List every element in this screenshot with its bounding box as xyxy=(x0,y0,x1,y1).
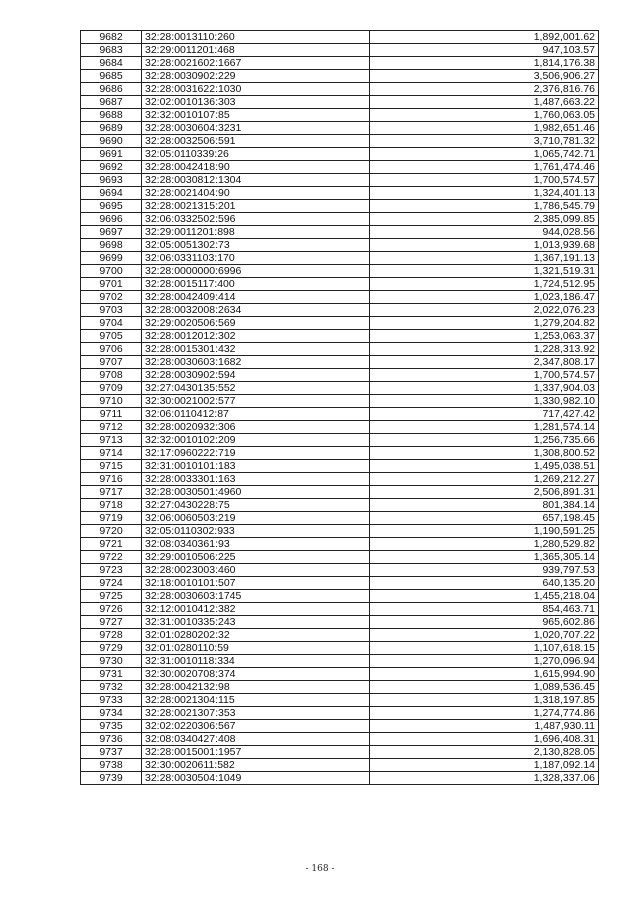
amount-cell: 1,724,512.95 xyxy=(370,278,599,291)
table-row xyxy=(81,746,599,759)
table-row xyxy=(81,382,599,395)
row-number-cell: 9717 xyxy=(81,486,142,499)
amount-cell: 1,107,618.15 xyxy=(370,642,599,655)
cadastral-number-cell: 32:01:0280202:32 xyxy=(142,629,370,642)
cadastral-number-cell: 32:08:0340361:93 xyxy=(142,538,370,551)
table-row xyxy=(81,720,599,733)
cadastral-number-cell: 32:30:0021002:577 xyxy=(142,395,370,408)
cadastral-number-cell: 32:32:0010102:209 xyxy=(142,434,370,447)
amount-cell: 1,013,939.68 xyxy=(370,239,599,252)
row-number-cell: 9711 xyxy=(81,408,142,421)
page-number: - 168 - xyxy=(305,864,335,874)
table-row xyxy=(81,83,599,96)
cadastral-number-cell: 32:28:0015001:1957 xyxy=(142,746,370,759)
table-row xyxy=(81,447,599,460)
amount-cell: 2,506,891.31 xyxy=(370,486,599,499)
table-row xyxy=(81,772,599,785)
table-row xyxy=(81,187,599,200)
row-number-cell: 9737 xyxy=(81,746,142,759)
row-number-cell: 9685 xyxy=(81,70,142,83)
row-number-cell: 9739 xyxy=(81,772,142,785)
table-row xyxy=(81,148,599,161)
cadastral-number-cell: 32:08:0340427:408 xyxy=(142,733,370,746)
cadastral-value-table xyxy=(80,30,599,785)
cadastral-number-cell: 32:28:0015301:432 xyxy=(142,343,370,356)
row-number-cell: 9697 xyxy=(81,226,142,239)
table-row xyxy=(81,642,599,655)
cadastral-number-cell: 32:28:0031622:1030 xyxy=(142,83,370,96)
cadastral-number-cell: 32:27:0430228:75 xyxy=(142,499,370,512)
amount-cell: 1,615,994.90 xyxy=(370,668,599,681)
amount-cell: 1,786,545.79 xyxy=(370,200,599,213)
cadastral-number-cell: 32:05:0110339:26 xyxy=(142,148,370,161)
table-row xyxy=(81,226,599,239)
cadastral-number-cell: 32:12:0010412:382 xyxy=(142,603,370,616)
table-row xyxy=(81,109,599,122)
table-row xyxy=(81,681,599,694)
amount-cell: 1,065,742.71 xyxy=(370,148,599,161)
amount-cell: 801,384.14 xyxy=(370,499,599,512)
cadastral-number-cell: 32:28:0021307:353 xyxy=(142,707,370,720)
cadastral-number-cell: 32:05:0110302:933 xyxy=(142,525,370,538)
amount-cell: 717,427.42 xyxy=(370,408,599,421)
cadastral-number-cell: 32:28:0042418:90 xyxy=(142,161,370,174)
amount-cell: 1,328,337.06 xyxy=(370,772,599,785)
cadastral-number-cell: 32:01:0280110:59 xyxy=(142,642,370,655)
cadastral-number-cell: 32:05:0051302:73 xyxy=(142,239,370,252)
row-number-cell: 9692 xyxy=(81,161,142,174)
table-row xyxy=(81,265,599,278)
row-number-cell: 9684 xyxy=(81,57,142,70)
table-row xyxy=(81,135,599,148)
table-row xyxy=(81,304,599,317)
amount-cell: 1,330,982.10 xyxy=(370,395,599,408)
row-number-cell: 9723 xyxy=(81,564,142,577)
table-row xyxy=(81,291,599,304)
row-number-cell: 9704 xyxy=(81,317,142,330)
table-row xyxy=(81,44,599,57)
row-number-cell: 9735 xyxy=(81,720,142,733)
cadastral-number-cell: 32:06:0331103:170 xyxy=(142,252,370,265)
cadastral-number-cell: 32:28:0030812:1304 xyxy=(142,174,370,187)
row-number-cell: 9709 xyxy=(81,382,142,395)
table-row xyxy=(81,538,599,551)
cadastral-number-cell: 32:28:0042132:98 xyxy=(142,681,370,694)
amount-cell: 1,269,212.27 xyxy=(370,473,599,486)
table-row xyxy=(81,408,599,421)
row-number-cell: 9736 xyxy=(81,733,142,746)
amount-cell: 947,103.57 xyxy=(370,44,599,57)
table-row xyxy=(81,603,599,616)
cadastral-number-cell: 32:06:0110412:87 xyxy=(142,408,370,421)
row-number-cell: 9726 xyxy=(81,603,142,616)
table-row xyxy=(81,551,599,564)
table-row xyxy=(81,122,599,135)
row-number-cell: 9698 xyxy=(81,239,142,252)
table-row xyxy=(81,343,599,356)
cadastral-number-cell: 32:28:0033301:163 xyxy=(142,473,370,486)
table-row xyxy=(81,317,599,330)
table-row xyxy=(81,694,599,707)
cadastral-number-cell: 32:28:0030603:1682 xyxy=(142,356,370,369)
table-row xyxy=(81,525,599,538)
table-row xyxy=(81,421,599,434)
cadastral-number-cell: 32:28:0030504:1049 xyxy=(142,772,370,785)
cadastral-number-cell: 32:29:0010506:225 xyxy=(142,551,370,564)
amount-cell: 1,274,774.86 xyxy=(370,707,599,720)
row-number-cell: 9707 xyxy=(81,356,142,369)
amount-cell: 1,023,186.47 xyxy=(370,291,599,304)
cadastral-number-cell: 32:30:0020611:582 xyxy=(142,759,370,772)
table-row xyxy=(81,369,599,382)
row-number-cell: 9708 xyxy=(81,369,142,382)
table-row xyxy=(81,473,599,486)
amount-cell: 854,463.71 xyxy=(370,603,599,616)
row-number-cell: 9689 xyxy=(81,122,142,135)
row-number-cell: 9738 xyxy=(81,759,142,772)
amount-cell: 1,982,651.46 xyxy=(370,122,599,135)
row-number-cell: 9699 xyxy=(81,252,142,265)
cadastral-number-cell: 32:28:0015117:400 xyxy=(142,278,370,291)
amount-cell: 1,324,401.13 xyxy=(370,187,599,200)
row-number-cell: 9700 xyxy=(81,265,142,278)
amount-cell: 1,814,176.38 xyxy=(370,57,599,70)
table-row xyxy=(81,70,599,83)
cadastral-number-cell: 32:28:0021404:90 xyxy=(142,187,370,200)
table-row xyxy=(81,174,599,187)
row-number-cell: 9682 xyxy=(81,31,142,44)
table-row xyxy=(81,655,599,668)
table-row xyxy=(81,356,599,369)
table-row xyxy=(81,707,599,720)
amount-cell: 1,318,197.85 xyxy=(370,694,599,707)
cadastral-number-cell: 32:28:0030902:229 xyxy=(142,70,370,83)
table-row xyxy=(81,330,599,343)
table-row xyxy=(81,213,599,226)
row-number-cell: 9702 xyxy=(81,291,142,304)
table-body xyxy=(81,31,599,785)
row-number-cell: 9691 xyxy=(81,148,142,161)
cadastral-number-cell: 32:28:0021304:115 xyxy=(142,694,370,707)
row-number-cell: 9728 xyxy=(81,629,142,642)
amount-cell: 1,279,204.82 xyxy=(370,317,599,330)
row-number-cell: 9719 xyxy=(81,512,142,525)
table-row xyxy=(81,590,599,603)
row-number-cell: 9687 xyxy=(81,96,142,109)
amount-cell: 640,135.20 xyxy=(370,577,599,590)
table-row xyxy=(81,161,599,174)
cadastral-number-cell: 32:29:0020506:569 xyxy=(142,317,370,330)
amount-cell: 939,797.53 xyxy=(370,564,599,577)
amount-cell: 1,696,408.31 xyxy=(370,733,599,746)
cadastral-number-cell: 32:06:0332502:596 xyxy=(142,213,370,226)
row-number-cell: 9725 xyxy=(81,590,142,603)
amount-cell: 1,253,063.37 xyxy=(370,330,599,343)
amount-cell: 1,760,063.05 xyxy=(370,109,599,122)
row-number-cell: 9733 xyxy=(81,694,142,707)
table-row xyxy=(81,239,599,252)
amount-cell: 1,700,574.57 xyxy=(370,369,599,382)
cadastral-number-cell: 32:28:0012012:302 xyxy=(142,330,370,343)
cadastral-number-cell: 32:28:0020932:306 xyxy=(142,421,370,434)
table-row xyxy=(81,733,599,746)
cadastral-number-cell: 32:28:0032506:591 xyxy=(142,135,370,148)
amount-cell: 1,281,574.14 xyxy=(370,421,599,434)
table-row xyxy=(81,668,599,681)
row-number-cell: 9712 xyxy=(81,421,142,434)
cadastral-number-cell: 32:06:0060503:219 xyxy=(142,512,370,525)
cadastral-number-cell: 32:30:0020708:374 xyxy=(142,668,370,681)
table-row xyxy=(81,499,599,512)
table-row xyxy=(81,577,599,590)
table-row xyxy=(81,486,599,499)
cadastral-number-cell: 32:31:0010335:243 xyxy=(142,616,370,629)
row-number-cell: 9706 xyxy=(81,343,142,356)
amount-cell: 657,198.45 xyxy=(370,512,599,525)
amount-cell: 1,367,191.13 xyxy=(370,252,599,265)
row-number-cell: 9714 xyxy=(81,447,142,460)
amount-cell: 1,365,305.14 xyxy=(370,551,599,564)
amount-cell: 1,089,536.45 xyxy=(370,681,599,694)
row-number-cell: 9693 xyxy=(81,174,142,187)
cadastral-number-cell: 32:29:0011201:898 xyxy=(142,226,370,239)
amount-cell: 1,187,092.14 xyxy=(370,759,599,772)
table-row xyxy=(81,57,599,70)
cadastral-number-cell: 32:29:0011201:468 xyxy=(142,44,370,57)
amount-cell: 1,020,707.22 xyxy=(370,629,599,642)
amount-cell: 2,347,808.17 xyxy=(370,356,599,369)
row-number-cell: 9705 xyxy=(81,330,142,343)
row-number-cell: 9696 xyxy=(81,213,142,226)
row-number-cell: 9713 xyxy=(81,434,142,447)
table-row xyxy=(81,434,599,447)
amount-cell: 1,337,904.03 xyxy=(370,382,599,395)
amount-cell: 1,280,529.82 xyxy=(370,538,599,551)
amount-cell: 3,506,906.27 xyxy=(370,70,599,83)
row-number-cell: 9732 xyxy=(81,681,142,694)
table-row xyxy=(81,564,599,577)
cadastral-number-cell: 32:28:0021602:1667 xyxy=(142,57,370,70)
amount-cell: 965,602.86 xyxy=(370,616,599,629)
table-row xyxy=(81,512,599,525)
row-number-cell: 9731 xyxy=(81,668,142,681)
table-row xyxy=(81,460,599,473)
row-number-cell: 9686 xyxy=(81,83,142,96)
amount-cell: 1,270,096.94 xyxy=(370,655,599,668)
cadastral-number-cell: 32:28:0032008:2634 xyxy=(142,304,370,317)
row-number-cell: 9716 xyxy=(81,473,142,486)
cadastral-number-cell: 32:28:0013110:260 xyxy=(142,31,370,44)
row-number-cell: 9727 xyxy=(81,616,142,629)
cadastral-number-cell: 32:28:0030902:594 xyxy=(142,369,370,382)
row-number-cell: 9722 xyxy=(81,551,142,564)
cadastral-number-cell: 32:28:0042409:414 xyxy=(142,291,370,304)
row-number-cell: 9734 xyxy=(81,707,142,720)
row-number-cell: 9721 xyxy=(81,538,142,551)
row-number-cell: 9729 xyxy=(81,642,142,655)
amount-cell: 1,487,663.22 xyxy=(370,96,599,109)
table-row xyxy=(81,395,599,408)
amount-cell: 1,228,313.92 xyxy=(370,343,599,356)
cadastral-number-cell: 32:28:0030501:4960 xyxy=(142,486,370,499)
cadastral-number-cell: 32:27:0430135:552 xyxy=(142,382,370,395)
cadastral-number-cell: 32:31:0010101:183 xyxy=(142,460,370,473)
amount-cell: 3,710,781.32 xyxy=(370,135,599,148)
cadastral-number-cell: 32:28:0023003:460 xyxy=(142,564,370,577)
row-number-cell: 9710 xyxy=(81,395,142,408)
row-number-cell: 9703 xyxy=(81,304,142,317)
amount-cell: 1,321,519.31 xyxy=(370,265,599,278)
table-row xyxy=(81,252,599,265)
row-number-cell: 9683 xyxy=(81,44,142,57)
cadastral-number-cell: 32:31:0010118:334 xyxy=(142,655,370,668)
table-row xyxy=(81,31,599,44)
amount-cell: 944,028.56 xyxy=(370,226,599,239)
row-number-cell: 9720 xyxy=(81,525,142,538)
table-row xyxy=(81,616,599,629)
cadastral-number-cell: 32:17:0960222:719 xyxy=(142,447,370,460)
row-number-cell: 9690 xyxy=(81,135,142,148)
amount-cell: 1,190,591.25 xyxy=(370,525,599,538)
cadastral-number-cell: 32:02:0220306:567 xyxy=(142,720,370,733)
cadastral-number-cell: 32:18:0010101:507 xyxy=(142,577,370,590)
table-row xyxy=(81,200,599,213)
amount-cell: 2,130,828.05 xyxy=(370,746,599,759)
table-row xyxy=(81,278,599,291)
table-row xyxy=(81,96,599,109)
row-number-cell: 9730 xyxy=(81,655,142,668)
cadastral-number-cell: 32:32:0010107:85 xyxy=(142,109,370,122)
row-number-cell: 9688 xyxy=(81,109,142,122)
amount-cell: 1,455,218.04 xyxy=(370,590,599,603)
cadastral-number-cell: 32:28:0021315:201 xyxy=(142,200,370,213)
cadastral-number-cell: 32:28:0030604:3231 xyxy=(142,122,370,135)
row-number-cell: 9701 xyxy=(81,278,142,291)
amount-cell: 1,761,474.46 xyxy=(370,161,599,174)
row-number-cell: 9695 xyxy=(81,200,142,213)
cadastral-number-cell: 32:02:0010136:303 xyxy=(142,96,370,109)
row-number-cell: 9724 xyxy=(81,577,142,590)
amount-cell: 1,256,735.66 xyxy=(370,434,599,447)
row-number-cell: 9694 xyxy=(81,187,142,200)
amount-cell: 1,487,930.11 xyxy=(370,720,599,733)
amount-cell: 2,385,099.85 xyxy=(370,213,599,226)
row-number-cell: 9718 xyxy=(81,499,142,512)
amount-cell: 1,495,038.51 xyxy=(370,460,599,473)
row-number-cell: 9715 xyxy=(81,460,142,473)
amount-cell: 2,376,816.76 xyxy=(370,83,599,96)
amount-cell: 1,892,001.62 xyxy=(370,31,599,44)
table-row xyxy=(81,759,599,772)
cadastral-number-cell: 32:28:0030603:1745 xyxy=(142,590,370,603)
amount-cell: 1,308,800.52 xyxy=(370,447,599,460)
amount-cell: 2,022,076.23 xyxy=(370,304,599,317)
cadastral-number-cell: 32:28:0000000:6996 xyxy=(142,265,370,278)
table-row xyxy=(81,629,599,642)
amount-cell: 1,700,574.57 xyxy=(370,174,599,187)
